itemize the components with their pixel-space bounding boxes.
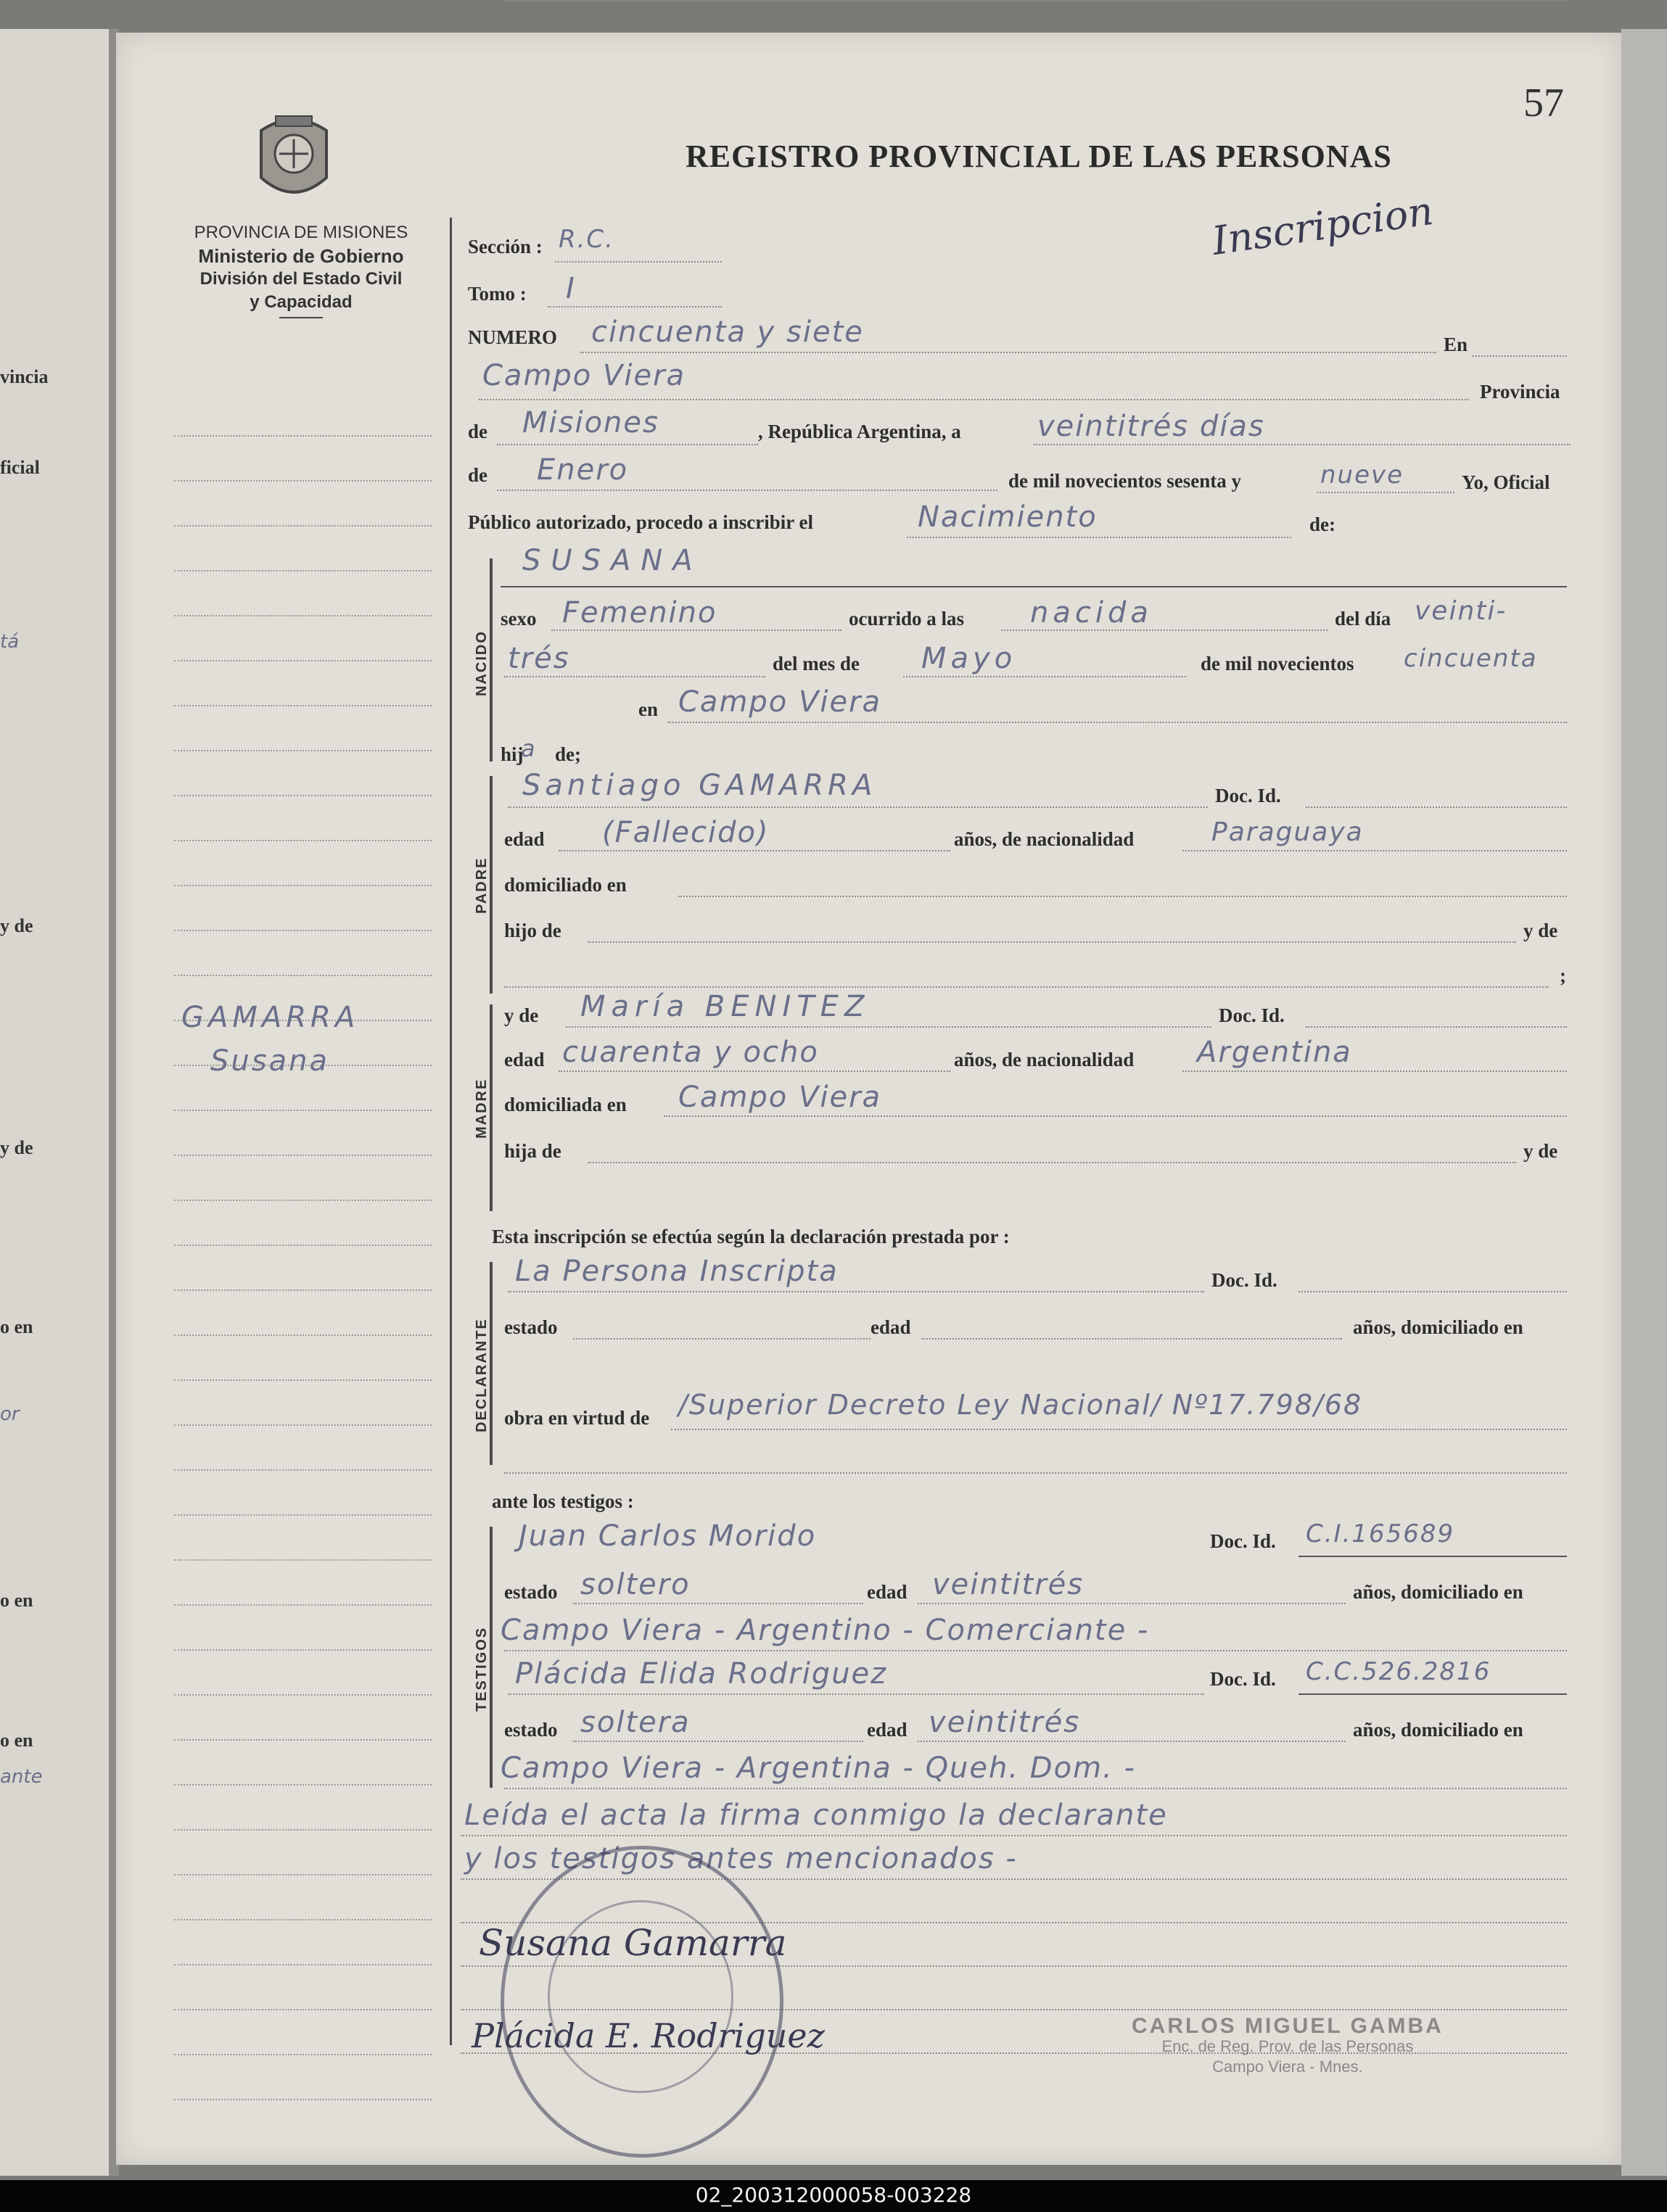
testigo2-estado: soltera — [580, 1706, 691, 1739]
hijo-de-label: de; — [555, 743, 581, 765]
closing-line2: y los testigos antes mencionados - — [464, 1842, 1018, 1875]
en-label: En — [1444, 334, 1468, 355]
left-fragment: ante — [0, 1766, 43, 1788]
declarante-section-label: DECLARANTE — [474, 1318, 490, 1432]
nacido-en-label: en — [638, 698, 658, 720]
acto-value: Nacimiento — [918, 500, 1098, 534]
anio-value: nueve — [1320, 461, 1404, 490]
dias-value: veintitrés días — [1037, 410, 1265, 443]
seccion-value: R.C. — [559, 225, 614, 254]
hora-value: nacida — [1030, 596, 1153, 630]
dia-value: veinti- — [1415, 596, 1507, 626]
declarante-anios-label: años, domiciliado en — [1353, 1316, 1523, 1338]
officer-title: Enc. de Reg. Prov. de las Personas — [1161, 2037, 1414, 2055]
nacido-nombre: SUSANA — [522, 544, 703, 577]
testigo1-estado: soltero — [580, 1568, 691, 1601]
madre-dom-label: domiciliada en — [504, 1094, 627, 1115]
tomo-label: Tomo : — [468, 283, 527, 305]
office-division: División del Estado Civil — [199, 269, 403, 289]
testigo2-nombre: Plácida Elida Rodriguez — [515, 1657, 888, 1691]
seccion-label: Sección : — [468, 236, 543, 257]
declarante-nombre: La Persona Inscripta — [515, 1255, 839, 1288]
issuing-office — [156, 221, 446, 318]
testigo2-estado-label: estado — [504, 1719, 558, 1741]
testigo1-estado-label: estado — [504, 1581, 558, 1603]
page-number: 57 — [1523, 81, 1564, 125]
closing-line1: Leída el acta la firma conmigo la declarante — [464, 1799, 1168, 1832]
padre-edad-value: (Fallecido) — [602, 816, 770, 849]
testigo1-nombre: Juan Carlos Morido — [519, 1519, 817, 1553]
page-title: REGISTRO PROVINCIAL DE LAS PERSONAS — [686, 139, 1392, 174]
left-fragment: o en — [0, 1730, 33, 1751]
testigo1-doc: C.I.165689 — [1306, 1519, 1455, 1548]
tomo-value: I — [566, 272, 576, 305]
de3-label: de: — [1309, 513, 1335, 535]
testigo2-doc: C.C.526.2816 — [1306, 1657, 1491, 1686]
provincial-emblem-icon — [254, 109, 334, 203]
declarante-estado-label: estado — [504, 1316, 558, 1338]
testigo2-dom: Campo Viera - Argentina - Queh. Dom. - — [501, 1751, 1136, 1785]
declarante-edad-label: edad — [870, 1316, 911, 1338]
republica-label: , República Argentina, a — [758, 421, 961, 442]
madre-yde-label: y de — [504, 1004, 539, 1026]
left-fragment: tá — [0, 631, 20, 653]
padre-section-label: PADRE — [474, 857, 490, 914]
padre-doc-label: Doc. Id. — [1215, 785, 1281, 806]
margin-name: Susana — [210, 1044, 329, 1078]
numero-value: cincuenta y siete — [591, 315, 864, 349]
nacido-mes-value: Mayo — [921, 642, 1017, 675]
officer-stamp — [1132, 2016, 1444, 2077]
madre-hija-label: hija de — [504, 1140, 561, 1162]
left-fragment: y de — [0, 1137, 33, 1158]
hijo-value: a — [521, 735, 537, 762]
padre-hijo-label: hijo de — [504, 920, 561, 941]
madre-nac-label: años, de nacionalidad — [954, 1049, 1135, 1070]
provincia-label: Provincia — [1480, 381, 1560, 403]
padre-nombre: Santiago GAMARRA — [522, 769, 877, 802]
office-capacity: y Capacidad — [250, 292, 353, 312]
nacido-lugar-value: Campo Viera — [678, 685, 882, 719]
de-label: de — [468, 421, 487, 442]
padre-dom-label: domiciliado en — [504, 874, 627, 896]
testigo1-edad: veintitrés — [932, 1568, 1084, 1601]
margin-column — [174, 392, 432, 2100]
mes-label: del mes de — [773, 653, 860, 674]
padre-nac-label: años, de nacionalidad — [954, 828, 1135, 850]
padre-edad-label: edad — [504, 828, 545, 850]
madre-yde2-label: y de — [1523, 1140, 1558, 1162]
signature-testigo: Plácida E. Rodriguez — [472, 2016, 825, 2055]
publico-label: Público autorizado, procedo a inscribir el — [468, 511, 813, 533]
ocurrido-label: ocurrido a las — [849, 608, 964, 630]
testigo1-edad-label: edad — [867, 1581, 907, 1603]
madre-nac-value: Argentina — [1197, 1036, 1352, 1069]
testigos-intro: ante los testigos : — [492, 1490, 634, 1512]
officer-place: Campo Viera - Mnes. — [1212, 2058, 1363, 2076]
nacido-mil-label: de mil novecientos — [1201, 653, 1354, 674]
left-fragment: o en — [0, 1590, 33, 1611]
declarante-obra-label: obra en virtud de — [504, 1407, 650, 1429]
testigos-section-label: TESTIGOS — [474, 1626, 490, 1712]
lugar-value: Campo Viera — [482, 359, 686, 392]
officer-name: CARLOS MIGUEL GAMBA — [1132, 2014, 1444, 2038]
dia-value-cont: trés — [508, 642, 570, 675]
right-edge — [1621, 29, 1667, 2176]
testigo2-edad-label: edad — [867, 1719, 907, 1741]
left-fragment: or — [0, 1403, 20, 1425]
padre-nac-value: Paraguaya — [1211, 817, 1364, 847]
dia-label: del día — [1335, 608, 1391, 630]
testigo1-doc-label: Doc. Id. — [1210, 1530, 1276, 1552]
padre-yde-label: y de — [1523, 920, 1558, 941]
hijo-label: hij — [501, 743, 524, 765]
left-fragment: vincia — [0, 366, 49, 387]
nacido-section-label: NACIDO — [474, 630, 490, 696]
testigo2-anios-label: años, domiciliado en — [1353, 1719, 1523, 1741]
de2-label: de — [468, 464, 487, 486]
office-province: PROVINCIA DE MISIONES — [194, 223, 408, 242]
nacido-anio-value: cincuenta — [1404, 644, 1538, 673]
top-signature: Inscripcion — [1209, 187, 1436, 265]
image-file-label: 02_200312000058-003228 — [695, 2183, 972, 2207]
margin-surname: GAMARRA — [181, 1001, 360, 1034]
left-fragment: ficial — [0, 457, 40, 478]
madre-nombre: María BENITEZ — [580, 990, 870, 1023]
left-fragment: o en — [0, 1316, 33, 1337]
mes-value: Enero — [537, 453, 629, 487]
left-fragment: y de — [0, 915, 33, 936]
testigo2-doc-label: Doc. Id. — [1210, 1668, 1276, 1690]
provincia-value: Misiones — [522, 406, 659, 439]
padre-semicolon: ; — [1560, 965, 1566, 986]
declarante-intro: Esta inscripción se efectúa según la declaración prestada por : — [492, 1226, 1010, 1247]
mil-label: de mil novecientos sesenta y — [1008, 470, 1241, 492]
yo-label: Yo, Oficial — [1462, 471, 1550, 493]
declarante-doc-label: Doc. Id. — [1211, 1269, 1277, 1291]
numero-label: NUMERO — [468, 326, 557, 348]
testigo2-edad: veintitrés — [929, 1706, 1081, 1739]
sexo-label: sexo — [501, 608, 537, 630]
madre-edad-label: edad — [504, 1049, 545, 1070]
left-page-fragment — [0, 29, 109, 2176]
testigo1-anios-label: años, domiciliado en — [1353, 1581, 1523, 1603]
column-divider — [450, 218, 452, 2045]
madre-dom-value: Campo Viera — [678, 1081, 882, 1114]
office-ministry: Ministerio de Gobierno — [198, 245, 404, 267]
declarante-obra-value: /Superior Decreto Ley Nacional/ Nº17.798/68 — [678, 1389, 1363, 1421]
madre-section-label: MADRE — [474, 1078, 490, 1139]
madre-doc-label: Doc. Id. — [1219, 1004, 1285, 1026]
sexo-value: Femenino — [562, 596, 717, 630]
office-rule — [279, 317, 323, 318]
signature-declarante: Susana Gamarra — [479, 1922, 787, 1964]
testigo1-dom: Campo Viera - Argentino - Comerciante - — [501, 1614, 1150, 1647]
madre-edad-value: cuarenta y ocho — [562, 1036, 819, 1069]
